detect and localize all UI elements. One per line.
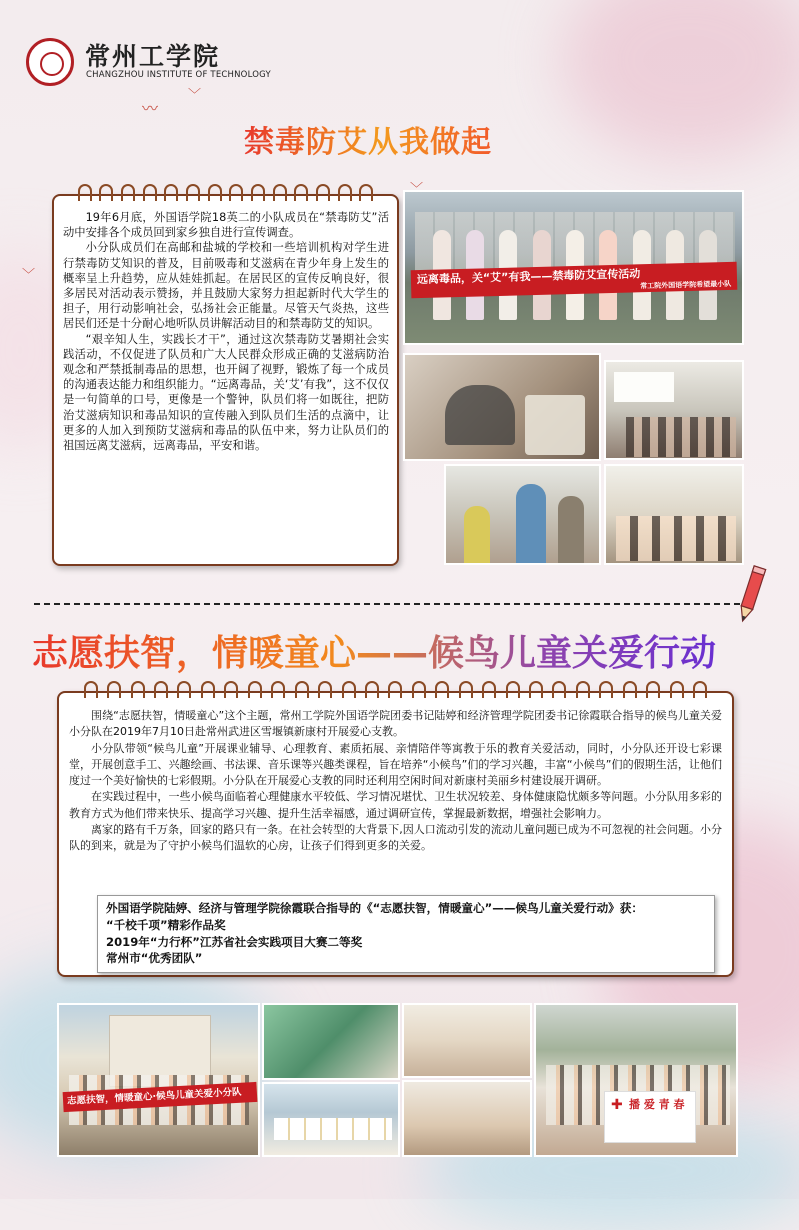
paragraph: 离家的路有千万条，回家的路只有一条。在社会转型的大背景下,因人口流动引发的流动儿童问题已成为不可忽视的社会问题。小分队的到来，就是为了守护小候鸟们温软的心房，让孩子们得到更多的关爱。 xyxy=(69,823,722,853)
binder-rings xyxy=(59,681,732,699)
dashed-divider xyxy=(34,603,740,605)
village-group-photo xyxy=(57,1003,260,1157)
activity-photo xyxy=(402,1003,532,1078)
outdoor-talk-photo xyxy=(444,464,601,565)
section1-text-card xyxy=(52,194,399,566)
paragraph: 小分队带领“候鸟儿童”开展课业辅导、心理教育、素质拓展、亲情陪伴等寓教于乐的教育关爱活动，同时，小分队还开设七彩课堂，开展创意手工、兴趣绘画、书法课、音乐课等兴趣类课程，旨在培养“小候鸟”们的学习兴趣，丰富“小候鸟”们的假期生活，让他们度过一个美好愉快的七彩假期。小分队在开展爱心支教的同时还利用空闲时间对新康村美丽乡村建设展开调研。 xyxy=(69,741,722,788)
bird-icon: ﹀ xyxy=(22,268,36,283)
section1-title: 禁毒防艾从我做起 xyxy=(244,117,492,161)
school-name-cn: 常州工学院 xyxy=(85,42,221,71)
paragraph: 在实践过程中，一些小候鸟面临着心理健康水平较低、学习情况堪忧、卫生状况较差、身体健康隐忧颇多等问题。小分队用多彩的教育方式为他们带来快乐、提高学习兴趣、提升生活幸福感，通过调研宣传，掌握最新数据，增强社会影响力。 xyxy=(69,790,722,820)
lecture-photo xyxy=(604,360,744,460)
pencil-icon xyxy=(733,564,767,626)
paragraph: 围绕“志愿扶智，情暖童心”这个主题，常州工学院外国语学院团委书记陆婷和经济管理学院团委书记徐霞联合指导的候鸟儿童关爱小分队在2019年7月10日赴常州武进区雪堰镇新康村开展爱心支教。 xyxy=(69,709,722,739)
binder-rings xyxy=(54,184,397,202)
team-photo xyxy=(262,1003,400,1080)
group-photo xyxy=(403,190,744,345)
award-item: 常州市“优秀团队” xyxy=(106,951,203,966)
classroom-photo xyxy=(403,353,601,461)
paragraph: 小分队成员们在高邮和盐城的学校和一些培训机构对学生进行禁毒防艾知识的普及，目前吸毒和艾滋病在青少年身上发生的概率呈上升趋势，应从娃娃抓起。在居民区的宣传反响良好，很多居民对活动表示赞扬，并且鼓励大家努力担起新时代大学生的担子，用行动影响社会，弘扬社会正能量。尽管天气炎热，这些居民们还是十分耐心地听队员讲解活动目的和禁毒防艾的知识。 xyxy=(63,241,389,331)
award-intro: 外国语学院陆婷、经济与管理学院徐霞联合指导的《“志愿扶智，情暖童心”——候鸟儿童关爱行动》获： xyxy=(106,901,643,915)
paragraph: “艰辛知人生，实践长才干”，通过这次禁毒防艾暑期社会实践活动，不仅促进了队员和广大人民群众形成正确的艾滋病防治观念和严禁抵制毒品的思想，也开阔了视野，锻炼了每一个成员的沟通表达能力和组织能力。“远离毒品，关‘艾’有我”，这不仅仅是一句简单的口号，更像是一个警钟，队员们将一如既往，把防治艾滋病知识和毒品知识的宣传融入到队员们生活的点滴中，让更多的人加入到预防艾滋病和毒品的队伍中来，努力让队员们的祖国远离艾滋病，远离毒品，平安和谐。 xyxy=(63,332,389,453)
bird-icon: ﹀ xyxy=(188,88,202,103)
event-banner: 志愿扶智，情暖童心·候鸟儿童关爱小分队 xyxy=(63,1082,258,1112)
section2-title: 志愿扶智，情暖童心——候鸟儿童关爱行动 xyxy=(32,625,716,676)
event-banner: 远离毒品，关“艾”有我——禁毒防艾宣传活动 常工院外国语学院希望最小队 xyxy=(411,262,738,299)
paragraph: 19年6月底，外国语学院18英二的小队成员在“禁毒防艾”活动中安排各个成员回到家乡独自进行宣传调查。 xyxy=(63,211,389,240)
students-desks-photo xyxy=(604,464,744,565)
tutoring-photo xyxy=(402,1080,532,1157)
kids-drawings-photo xyxy=(262,1082,400,1157)
bird-icon: 〰 xyxy=(142,99,159,118)
school-name-en: CHANGZHOU INSTITUTE OF TECHNOLOGY xyxy=(86,70,271,80)
pink-wash xyxy=(560,0,799,160)
volunteer-flag: ✚ 播 爱 青 春 xyxy=(604,1091,696,1143)
award-item: 2019年“力行杯”江苏省社会实践项目大赛二等奖 xyxy=(106,934,363,949)
school-logo xyxy=(26,38,74,86)
award-box xyxy=(97,895,715,973)
award-item: “千校千项”精彩作品奖 xyxy=(106,917,226,932)
children-group-photo xyxy=(534,1003,738,1157)
